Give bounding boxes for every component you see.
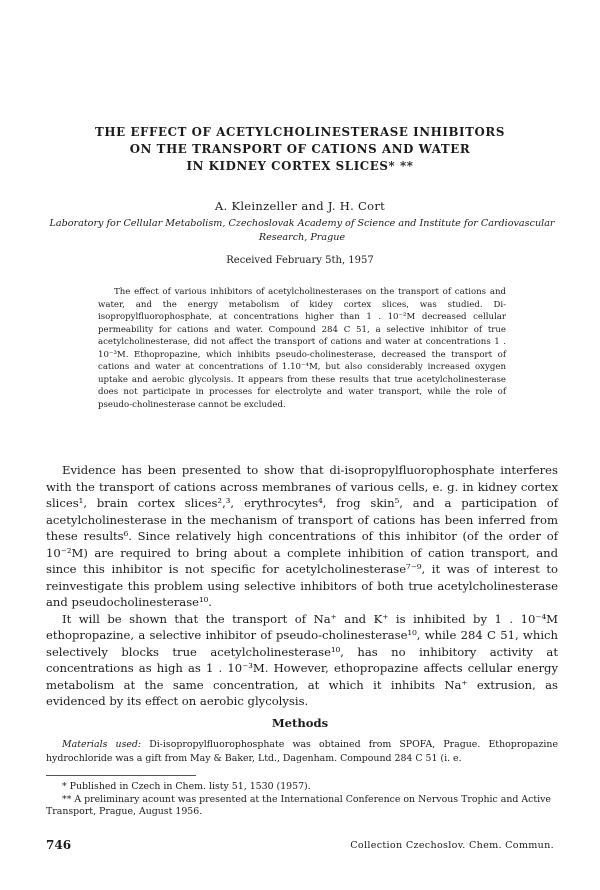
footnote-rule [46, 775, 196, 776]
title-line-2: ON THE TRANSPORT OF CATIONS AND WATER [129, 142, 471, 156]
abstract: The effect of various inhibitors of acetylcholinesterases on the transport of cations and water, and the energy metabolism of kidey cortex slices, was studied. Di-isopropylfluorophosphate, at concentrations higher than 1 . 10⁻²M decreased cellular permeability for cations and water. Compound 284 C 51, a selective inhibitor of true acetylcholinesterase, did not affect the transport of cations and water at concentrations 1 . 10⁻³M. Ethopropazine, which inhibits pseudo-cholinesterase, decreased the transport of cations and water at concentrations of 1.10⁻⁴M, but also considerably increased oxygen uptake and aerobic glycolysis. It appears from these results that true acetylcholinesterase does not participate in processes for electrolyte and water transport, while the role of pseudo-cholinesterase cannot be excluded. [98, 287, 506, 410]
body-paragraph-1: Evidence has been presented to show that di-isopropylfluorophosphate interferes with the transport of cations across membranes of various cells, e. g. in kidney cortex slices¹, brain cortex slices²,³, erythrocytes⁴, frog skin⁵, and a participation of acetylcholinesterase in the mechanism of transport of cations has been inferred from these results⁶. Since relatively high concentrations of this inhibitor (of the order of 10⁻²M) are required to bring about a complete inhibition of cation transport, and since this inhibitor is not specific for acetylcholinesterase⁷⁻⁹, it was of interest to reinvestigate this problem using selective inhibitors of both true acetylcholinesterase and pseudocholinesterase¹⁰. [46, 463, 558, 609]
materials-paragraph [46, 738, 558, 765]
footnotes [46, 781, 558, 819]
body-paragraph-2: It will be shown that the transport of Na⁺ and K⁺ is inhibited by 1 . 10⁻⁴M ethopropazine, a selective inhibitor of pseudo-cholinesterase¹⁰, while 284 C 51, which selectively blocks true acetylcholinesterase¹⁰, has no inhibitory activity at concentrations as high as 1 . 10⁻³M. However, ethopropazine affects cellular energy metabolism at the same concentration, at which it inhibits Na⁺ extrusion, as evidenced by its effect on aerobic glycolysis. [46, 611, 558, 708]
footnote-1: * Published in Czech in Chem. listy 51, 1530 (1957). [62, 781, 311, 792]
paper-title [60, 124, 540, 175]
title-line-1: THE EFFECT OF ACETYLCHOLINESTERASE INHIBITORS [95, 125, 505, 139]
affiliation: Laboratory for Cellular Metabolism, Czechoslovak Academy of Science and Institute for Cardiovascular Research, Prague [49, 218, 555, 243]
received-date: Received February 5th, 1957 [226, 255, 374, 266]
materials-text: Di-isopropylfluorophosphate was obtained from SPOFA, Prague. Ethopropazine hydrochloride was a gift from May & Baker, Ltd., Dagenham. Compound 284 C 51 (i. e. [46, 739, 558, 764]
methods-heading: Methods [271, 716, 329, 730]
materials-label: Materials used: [62, 739, 142, 750]
title-line-3: IN KIDNEY CORTEX SLICES* ** [186, 159, 414, 173]
footnote-2: ** A preliminary acount was presented at the International Conference on Nervous Trophic and Active Transport, Prague, August 1956. [46, 793, 551, 817]
body-text [46, 462, 558, 710]
authors: A. Kleinzeller and J. H. Cort [214, 199, 386, 213]
journal-name: Collection Czechoslov. Chem. Commun. [350, 840, 554, 851]
page-number: 746 [46, 838, 72, 852]
